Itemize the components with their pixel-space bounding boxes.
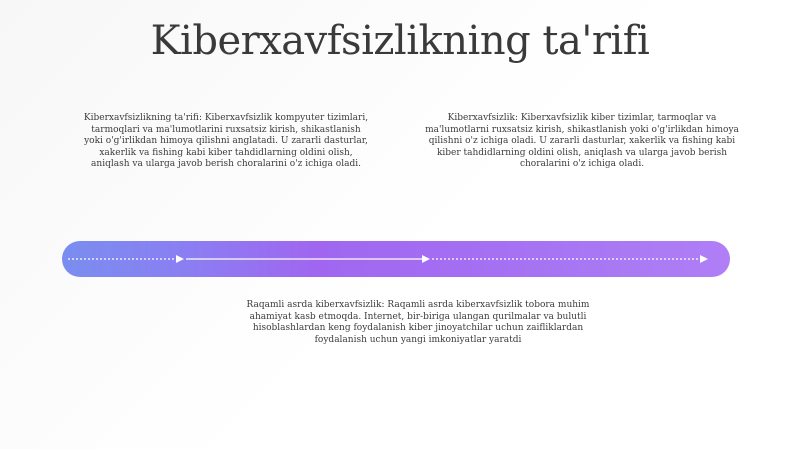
timeline-bar (62, 241, 730, 277)
timeline-arrows (62, 241, 730, 277)
digital-age-paragraph: Raqamli asrda kiberxavfsizlik: Raqamli asrda kiberxavfsizlik tobora muhim ahamiyat kasb etmoqda. Internet, bir-biriga ulangan qurilmalar va bulutli hisoblashlardan keng foydalanish kiber jinoyatchilar uchun zaifliklardan foydalanish uchun yangi imkoniyatlar yaratdi (246, 300, 590, 345)
definition-paragraph-left: Kiberxavfsizlikning ta'rifi: Kiberxavfsizlik kompyuter tizimlari, tarmoqlari va ma'lumotlarini ruxsatsiz kirish, shikastlanish yoki o'g'irlikdan himoya qilishni anglatadi. U zararli dasturlar, xakerlik va fishing kabi kiber tahdidlarning oldini olish, aniqlash va ularga javob berish choralarini o'z ichiga oladi. (83, 113, 369, 169)
slide-title: Kiberxavfsizlikning ta'rifi (150, 18, 650, 64)
definition-paragraph-right: Kiberxavfsizlik: Kiberxavfsizlik kiber tizimlar, tarmoqlar va ma'lumotlarni ruxsatsiz kirish, shikastlanish yoki o'g'irlikdan himoya qilishni o'z ichiga oladi. U zararli dasturlar, xakerlik va fishing kabi kiber tahdidlarning oldini olish, aniqlash va ularga javob berish choralarini o'z ichiga oladi. (425, 113, 739, 169)
arrow-right-icon (176, 255, 184, 263)
arrow-right-icon (422, 255, 430, 263)
arrow-right-icon (700, 255, 708, 263)
